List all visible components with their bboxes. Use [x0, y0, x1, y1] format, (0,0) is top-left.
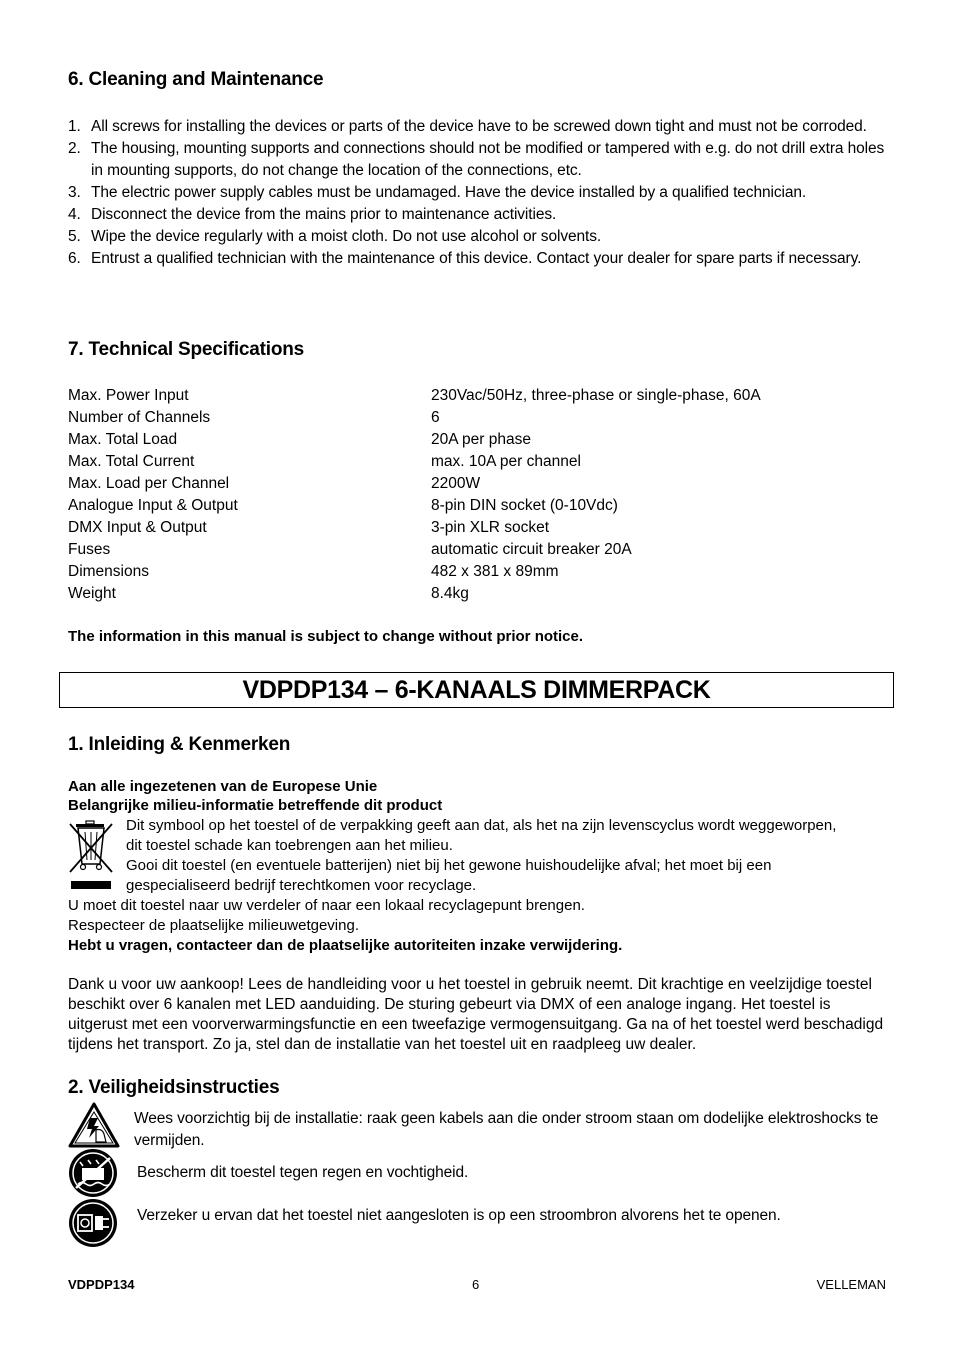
warning-text-shock: Wees voorzichtig bij de installatie: raak geen kabels aan die onder stroom staan om dodelijke elektroshocks te vermijden. [134, 1110, 879, 1149]
spec-row: Weight 8.4kg [68, 585, 469, 602]
weee-text-3: Gooi dit toestel (en eventuele batterijen) niet bij het gewone huishoudelijke afval; het moet bij een [126, 857, 772, 874]
dutch-title: VDPDP134 – 6-KANAALS DIMMERPACK [59, 672, 894, 708]
warning-text-unplug: Verzeker u ervan dat het toestel niet aangesloten is op een stroombron alvorens het te openen. [137, 1207, 781, 1224]
weee-contact: Hebt u vragen, contacteer dan de plaatselijke autoriteiten inzake verwijdering. [68, 937, 623, 954]
weee-text-6: Respecteer de plaatselijke milieuwetgeving. [68, 917, 359, 934]
cleaning-list [68, 116, 888, 270]
spec-row: Max. Load per Channel 2200W [68, 475, 481, 492]
weee-heading-env: Belangrijke milieu-informatie betreffende dit product [68, 797, 443, 814]
section-heading-specs: 7. Technical Specifications [68, 339, 305, 360]
weee-heading-eu: Aan alle ingezetenen van de Europese Unie [68, 778, 378, 795]
list-item: 5. Wipe the device regularly with a moist cloth. Do not use alcohol or solvents. [68, 228, 602, 245]
rain-protection-icon [68, 1148, 118, 1198]
spec-row: Dimensions 482 x 381 x 89mm [68, 563, 559, 580]
warning-text-rain: Bescherm dit toestel tegen regen en vochtigheid. [137, 1164, 469, 1181]
spec-row: Max. Total Current max. 10A per channel [68, 453, 581, 470]
weee-text-2: dit toestel schade kan toebrengen aan het milieu. [126, 837, 453, 854]
section-heading-inleiding: 1. Inleiding & Kenmerken [68, 734, 291, 755]
spec-row: Analogue Input & Output 8-pin DIN socket (0-10Vdc) [68, 497, 618, 514]
change-notice: The information in this manual is subject to change without prior notice. [68, 628, 584, 645]
section-heading-veiligheid: 2. Veiligheidsinstructies [68, 1077, 280, 1098]
footer-model: VDPDP134 [68, 1277, 135, 1292]
list-item: 4. Disconnect the device from the mains prior to maintenance activities. [68, 206, 557, 223]
weee-text-5: U moet dit toestel naar uw verdeler of naar een lokaal recyclagepunt brengen. [68, 897, 585, 914]
list-item: 1. All screws for installing the devices or parts of the device have to be screwed down tight and must not be corroded. [68, 118, 867, 135]
list-item: 6. Entrust a qualified technician with the maintenance of this device. Contact your dealer for spare parts if necessary. [68, 250, 862, 267]
section-heading-cleaning: 6. Cleaning and Maintenance [68, 69, 324, 90]
list-item: 3. The electric power supply cables must be undamaged. Have the device installed by a qualified technician. [68, 184, 807, 201]
weee-text-4: gespecialiseerd bedrijf terechtkomen voor recyclage. [126, 877, 477, 894]
electric-shock-warning-icon [68, 1102, 120, 1148]
footer-brand: VELLEMAN [816, 1277, 886, 1292]
spec-row: Max. Power Input 230Vac/50Hz, three-phase or single-phase, 60A [68, 387, 761, 404]
intro-paragraph: Dank u voor uw aankoop! Lees de handleiding voor u het toestel in gebruik neemt. Dit krachtige en veelzijdige toestel beschikt over 6 kanalen met LED aanduiding. De sturing gebeurt via DMX of een analoge ingang. Het toestel is uitgerust met een voorverwarmingsfunctie en een tweefazige vermogensuitgang. Ga na of het toestel werd beschadigd tijdens het transport. Zo ja, stel dan de installatie van het toestel uit en raadpleeg uw dealer. [68, 976, 884, 1053]
spec-row: DMX Input & Output 3-pin XLR socket [68, 519, 550, 536]
spec-table [68, 385, 888, 605]
list-item: 2. The housing, mounting supports and connections should not be modified or tampered with e.g. do not drill extra holes in mounting supports, do not change the location of the connections, etc. [68, 140, 885, 179]
spec-row: Number of Channels 6 [68, 409, 440, 426]
weee-bin-icon [68, 820, 114, 894]
unplug-icon [68, 1198, 118, 1248]
page-number: 6 [472, 1277, 480, 1292]
spec-row: Fuses automatic circuit breaker 20A [68, 541, 632, 558]
weee-text-1: Dit symbool op het toestel of de verpakking geeft aan dat, als het na zijn levenscyclus wordt weggeworpen, [126, 817, 837, 834]
spec-row: Max. Total Load 20A per phase [68, 431, 531, 448]
